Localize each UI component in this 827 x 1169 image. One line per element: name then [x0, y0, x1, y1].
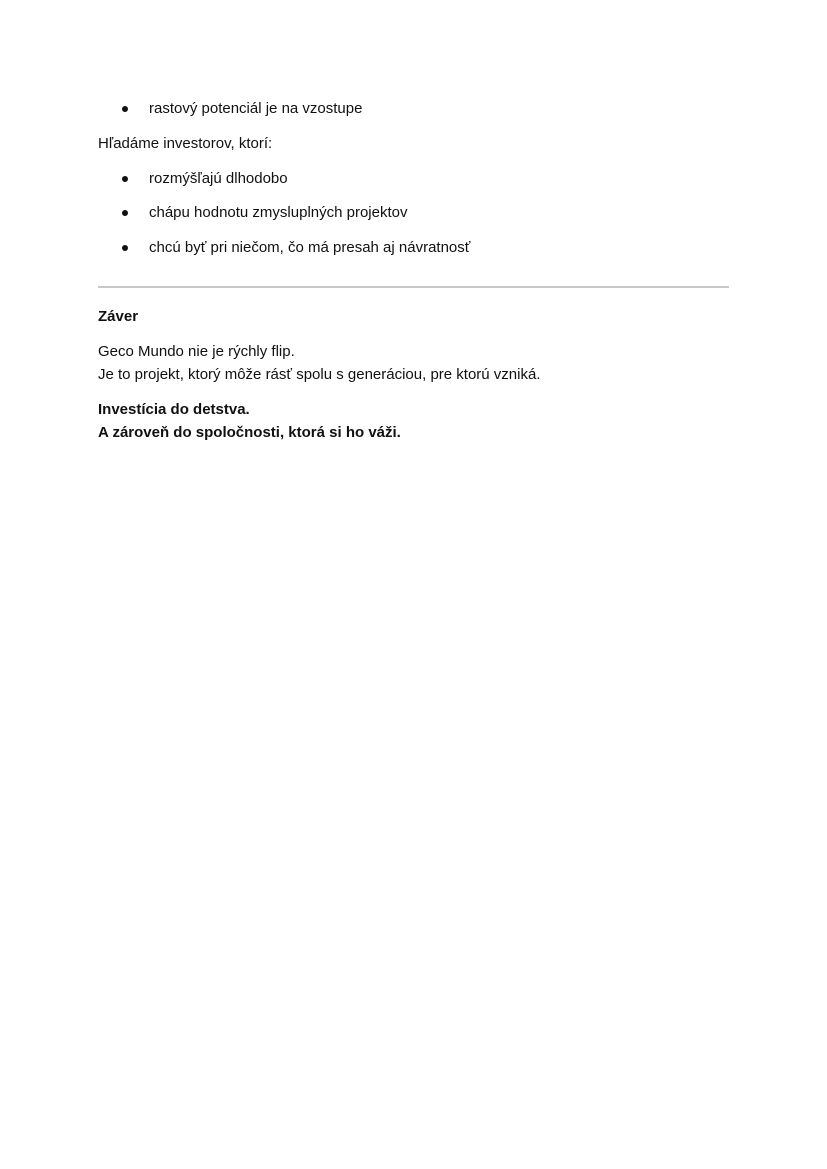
closing-line: A zároveň do spoločnosti, ktorá si ho váži.	[98, 424, 401, 441]
conclusion-paragraph	[98, 340, 541, 386]
horizontal-divider	[98, 286, 729, 288]
bullet-icon	[122, 245, 128, 251]
paragraph-line: Geco Mundo nie je rýchly flip.	[98, 343, 295, 360]
investors-intro: Hľadáme investorov, ktorí:	[98, 135, 273, 152]
closing-line: Investícia do detstva.	[98, 401, 250, 418]
closing-statement	[98, 398, 401, 444]
paragraph-line: Je to projekt, ktorý môže rásť spolu s generáciou, pre ktorú vzniká.	[98, 366, 541, 383]
bullet-icon	[122, 106, 128, 112]
list-item-text: rozmýšľajú dlhodobo	[149, 170, 288, 187]
list-item-text: rastový potenciál je na vzostupe	[149, 100, 363, 117]
list-item-text: chcú byť pri niečom, čo má presah aj návratnosť	[149, 239, 471, 256]
bullet-icon	[122, 176, 128, 182]
list-item-text: chápu hodnotu zmysluplných projektov	[149, 204, 408, 221]
section-heading: Záver	[98, 308, 139, 325]
bullet-icon	[122, 210, 128, 216]
